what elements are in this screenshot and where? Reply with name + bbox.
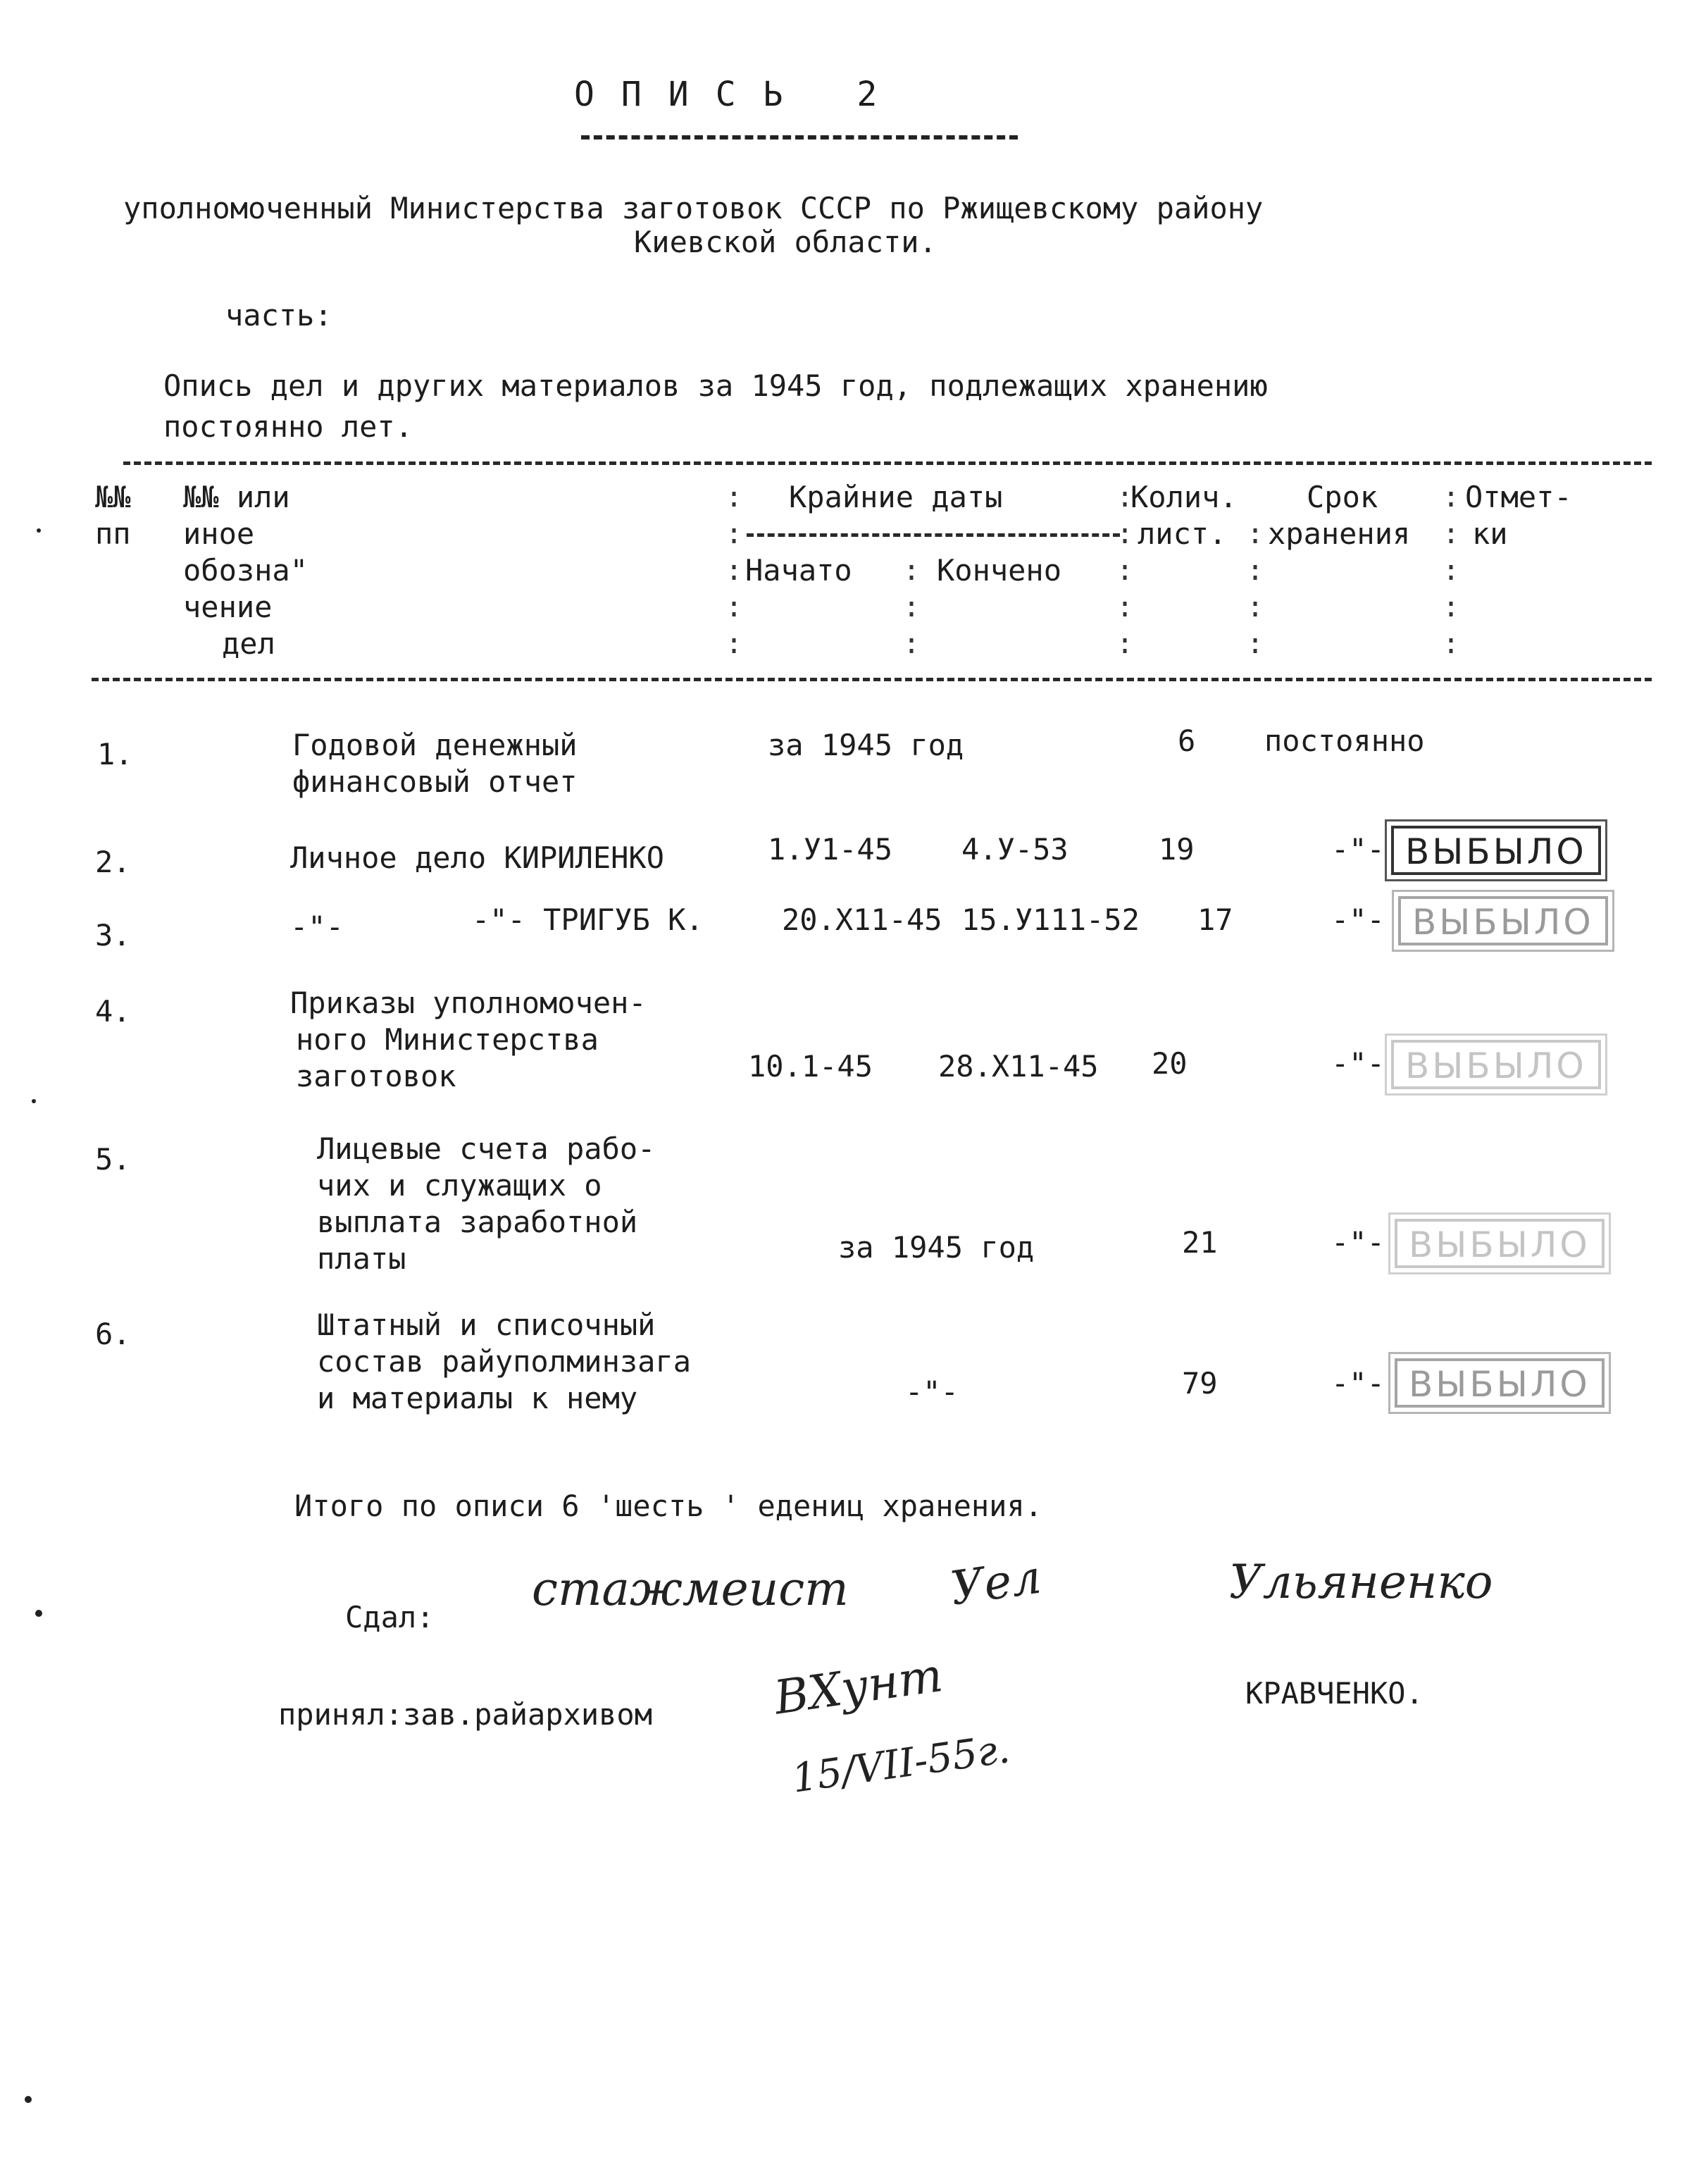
separator: : xyxy=(1443,591,1460,623)
org-line-2: Киевской области. xyxy=(634,225,937,259)
table-top-rule xyxy=(123,461,1652,465)
description-line-1: Опись дел и других материалов за 1945 год, подлежащих хранению xyxy=(163,368,1268,403)
separator: : xyxy=(1116,481,1134,514)
header-sheets-line: Колич. xyxy=(1130,480,1238,514)
disposed-stamp: ВЫБЫЛО xyxy=(1395,1219,1605,1268)
header-index-line: иное xyxy=(183,516,255,551)
handed-over-name-handwritten: Ульяненко xyxy=(1229,1555,1493,1609)
row-title-line: -"- xyxy=(290,910,344,944)
separator: : xyxy=(1247,628,1264,660)
row-number: 4. xyxy=(95,994,131,1029)
disposed-stamp: ВЫБЫЛО xyxy=(1398,896,1608,945)
separator: : xyxy=(1443,554,1460,587)
handed-over-signature: стажмеист xyxy=(532,1562,849,1616)
header-index-line: №№ или xyxy=(183,480,290,514)
row-date-end: 4.У-53 xyxy=(961,832,1069,867)
row-dates: -"- xyxy=(905,1375,959,1409)
scan-speck xyxy=(37,528,41,533)
separator: : xyxy=(1116,591,1134,623)
separator: : xyxy=(1443,481,1460,514)
document-title: ОПИСЬ 2 xyxy=(574,75,904,114)
row-number: 1. xyxy=(97,737,133,771)
header-storage-line: Срок xyxy=(1307,480,1378,514)
row-storage: -"- xyxy=(1331,902,1385,937)
separator: : xyxy=(1443,518,1460,550)
row-title-line: состав райуполминзага xyxy=(317,1344,692,1379)
row-dates: за 1945 год xyxy=(768,728,964,762)
header-dates: Крайние даты xyxy=(789,480,1003,514)
row-sheets: 19 xyxy=(1159,832,1195,867)
row-dates: за 1945 год xyxy=(838,1230,1035,1265)
row-sheets: 6 xyxy=(1178,724,1196,758)
header-date-start: Начато xyxy=(745,553,852,588)
row-storage: постоянно xyxy=(1264,724,1425,758)
separator: : xyxy=(903,628,921,660)
separator: : xyxy=(725,591,743,623)
received-by-signature: ВХунт xyxy=(771,1647,946,1725)
row-sheets: 20 xyxy=(1152,1046,1188,1081)
row-title-line: Приказы уполномочен- xyxy=(290,986,647,1020)
received-by-label: принял:зав.райархивом xyxy=(278,1697,653,1732)
row-date-start: 1.У1-45 xyxy=(768,832,893,867)
row-sheets: 79 xyxy=(1182,1366,1218,1401)
row-number: 6. xyxy=(95,1317,131,1351)
row-number: 5. xyxy=(95,1142,131,1177)
header-storage-line: хранения xyxy=(1268,516,1411,551)
handwritten-date: 15/VII-55г. xyxy=(789,1726,1013,1802)
header-num-line: пп xyxy=(95,516,131,551)
row-date-start: 20.Х11-45 xyxy=(782,902,942,937)
separator: : xyxy=(725,554,743,587)
header-num-line: №№ xyxy=(95,480,131,514)
handed-over-label: Сдал: xyxy=(345,1600,435,1634)
header-date-end: Кончено xyxy=(937,553,1062,588)
row-storage: -"- xyxy=(1331,1366,1385,1401)
row-title-line: заготовок xyxy=(296,1059,456,1093)
separator: : xyxy=(903,554,921,587)
handed-over-initials: Уел xyxy=(947,1549,1045,1616)
separator: : xyxy=(1116,518,1134,550)
separator: : xyxy=(1247,591,1264,623)
row-storage: -"- xyxy=(1331,1225,1385,1260)
row-title-line: финансовый отчет xyxy=(292,764,578,799)
row-sheets: 17 xyxy=(1197,902,1233,937)
row-date-end: 15.У111-52 xyxy=(961,902,1140,937)
header-index-line: чение xyxy=(183,590,273,624)
description-line-2: постоянно лет. xyxy=(163,409,413,444)
separator: : xyxy=(1443,628,1460,660)
row-title-line: Лицевые счета рабо- xyxy=(317,1131,656,1166)
separator: : xyxy=(1247,554,1264,587)
row-title-line: платы xyxy=(317,1241,406,1276)
separator: : xyxy=(1116,554,1134,587)
total-line: Итого по описи 6 'шесть ' едениц хранения. xyxy=(294,1489,1043,1523)
header-dates-rule xyxy=(747,533,1120,537)
row-title-line: ного Министерства xyxy=(296,1022,599,1057)
separator: : xyxy=(1247,518,1264,550)
row-title-line: и материалы к нему xyxy=(317,1381,638,1415)
header-sheets-line: лист. xyxy=(1138,516,1227,551)
scan-speck xyxy=(32,1099,36,1103)
separator: : xyxy=(903,591,921,623)
row-title-extra: -"- ТРИГУБ К. xyxy=(472,902,704,937)
row-storage: -"- xyxy=(1331,1046,1385,1081)
row-title-line: чих и служащих о xyxy=(317,1168,602,1203)
disposed-stamp: ВЫБЫЛО xyxy=(1391,1040,1601,1089)
received-by-name: КРАВЧЕНКО. xyxy=(1245,1676,1424,1711)
scan-speck xyxy=(25,2096,32,2103)
row-title-line: Личное дело КИРИЛЕНКО xyxy=(290,840,665,875)
row-title-line: Годовой денежный xyxy=(292,728,578,762)
header-notes-line: Отмет- xyxy=(1465,480,1572,514)
title-underline xyxy=(581,135,1018,139)
header-notes-line: ки xyxy=(1472,516,1508,551)
row-sheets: 21 xyxy=(1182,1225,1218,1260)
org-line-1: уполномоченный Министерства заготовок СССР по Ржищевскому району xyxy=(123,191,1264,225)
scan-speck xyxy=(35,1610,42,1617)
row-date-end: 28.Х11-45 xyxy=(938,1049,1099,1084)
header-index-line: обозна" xyxy=(183,553,309,588)
row-date-start: 10.1-45 xyxy=(748,1049,873,1084)
separator: : xyxy=(725,518,743,550)
row-storage: -"- xyxy=(1331,832,1385,867)
separator: : xyxy=(725,628,743,660)
table-header-bottom-rule xyxy=(92,678,1652,681)
separator: : xyxy=(725,481,743,514)
disposed-stamp: ВЫБЫЛО xyxy=(1391,826,1601,875)
row-number: 2. xyxy=(95,845,131,879)
disposed-stamp: ВЫБЫЛО xyxy=(1395,1358,1605,1408)
row-title-line: выплата заработной xyxy=(317,1205,638,1239)
row-number: 3. xyxy=(95,918,131,953)
separator: : xyxy=(1116,628,1134,660)
part-label: часть: xyxy=(225,298,332,333)
row-title-line: Штатный и списочный xyxy=(317,1308,656,1342)
header-index-line: дел xyxy=(222,626,275,661)
